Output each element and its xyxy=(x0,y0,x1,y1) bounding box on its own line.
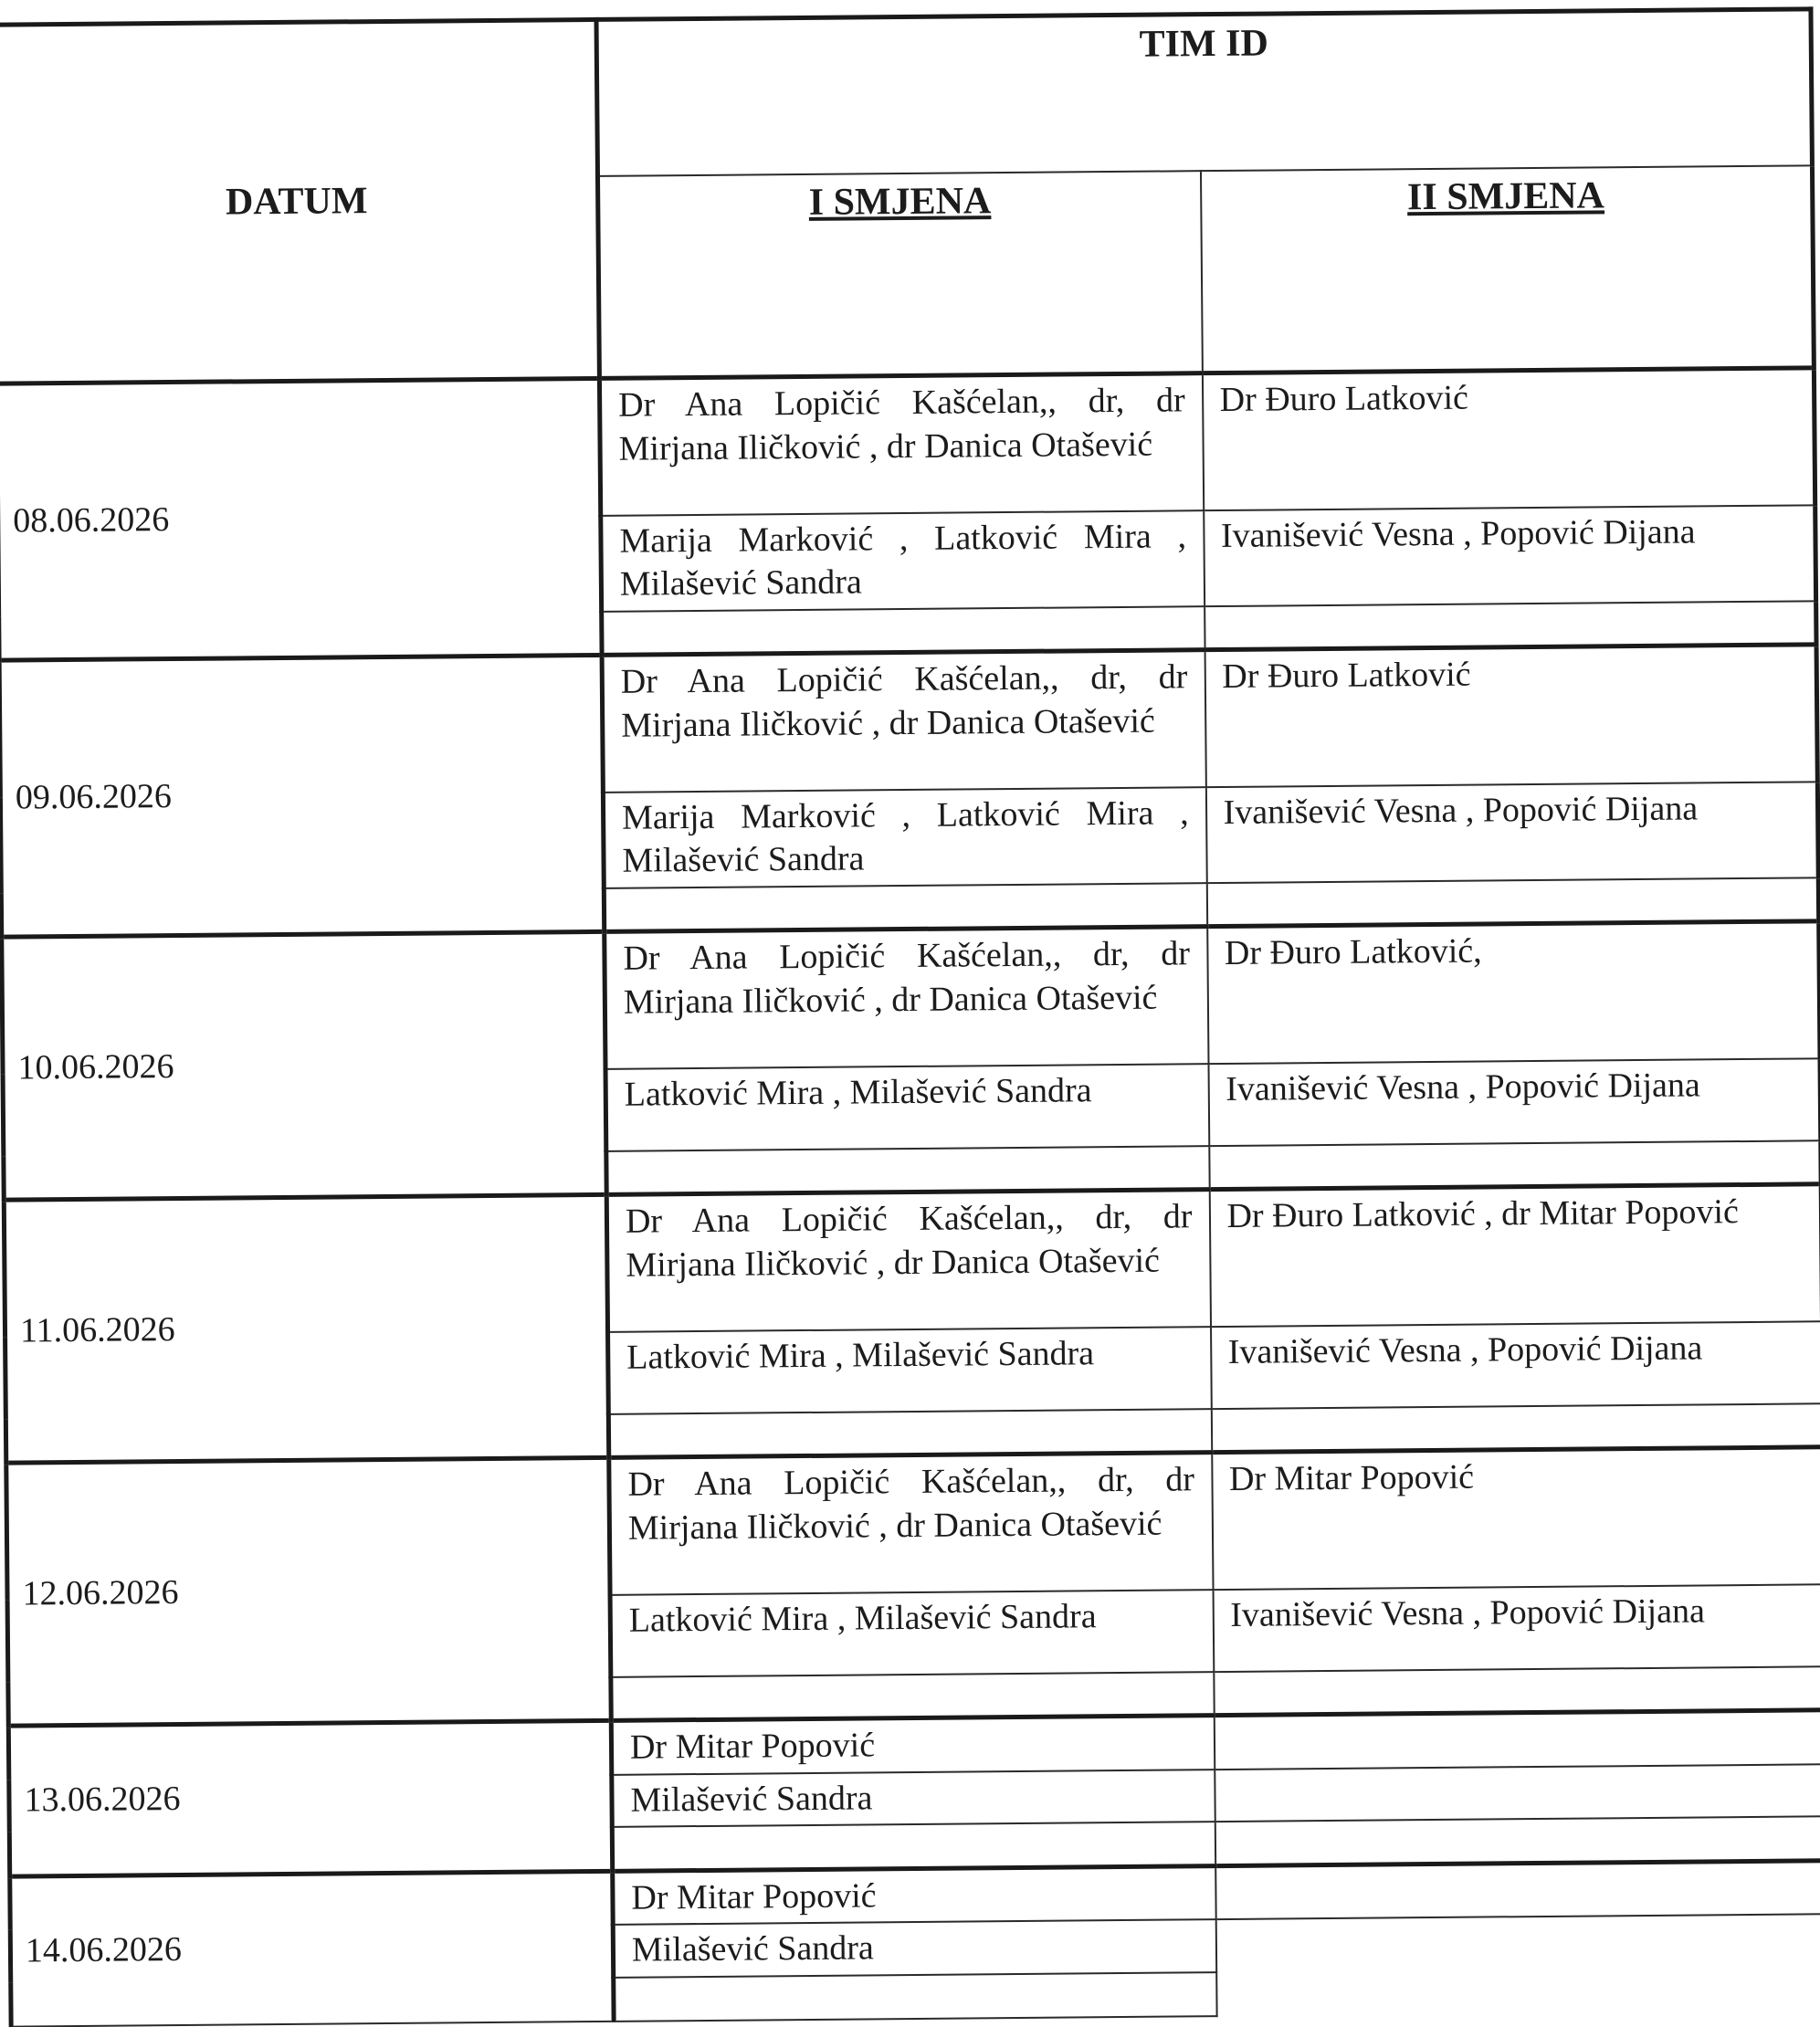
shift-2-nurses: Ivanišević Vesna , Popović Dijana xyxy=(1213,1584,1820,1672)
shift-2-doctors: Dr Đuro Latković xyxy=(1205,645,1817,787)
shift-1-empty xyxy=(602,606,1205,656)
shift-1-doctors: Dr Ana Lopičić Kašćelan,, dr, dr Mirjana Iličković , dr Danica Otašević xyxy=(609,1453,1213,1595)
shift-2-empty xyxy=(1209,1140,1820,1190)
shift-2-nurses: Ivanišević Vesna , Popović Dijana xyxy=(1211,1321,1820,1409)
shift-1-nurses: Latković Mira , Milašević Sandra xyxy=(610,1590,1214,1677)
shift-1-nurses: Latković Mira , Milašević Sandra xyxy=(605,1064,1209,1151)
shift-1-doctors: Dr Mitar Popović xyxy=(613,1865,1215,1925)
day-row-doctors xyxy=(2,921,1820,1074)
shift-2-doctors: Dr Mitar Popović xyxy=(1212,1447,1820,1590)
shift-1-doctors: Dr Ana Lopičić Kašćelan,, dr, dr Mirjana Iličković , dr Danica Otašević xyxy=(602,650,1205,793)
date-cell: 09.06.2026 xyxy=(0,655,605,937)
shift-2-doctors: Dr Đuro Latković xyxy=(1202,368,1815,510)
date-cell: 08.06.2026 xyxy=(0,378,602,660)
shift-1-header xyxy=(597,171,1202,378)
shift-2-nurses xyxy=(1215,1764,1820,1822)
day-row-doctors xyxy=(0,368,1815,520)
shift-2-nurses: Ivanišević Vesna , Popović Dijana xyxy=(1204,505,1816,606)
date-cell: 10.06.2026 xyxy=(2,931,606,1200)
day-row-doctors xyxy=(6,1447,1820,1600)
shift-1-doctors: Dr Ana Lopičić Kašćelan,, dr, dr Mirjana Iličković , dr Danica Otašević xyxy=(606,1190,1210,1332)
shift-1-nurses: Marija Marković , Latković Mira , Milašević Sandra xyxy=(603,787,1206,888)
header-row-top xyxy=(0,9,1812,182)
shift-1-empty xyxy=(606,1146,1209,1195)
shift-1-doctors: Dr Ana Lopičić Kašćelan,, dr, dr Mirjana Iličković , dr Danica Otašević xyxy=(605,927,1208,1069)
shift-2-doctors: Dr Đuro Latković, xyxy=(1207,921,1820,1064)
shift-2-header xyxy=(1200,165,1814,373)
shift-2-empty xyxy=(1211,1403,1820,1453)
shift-2-empty xyxy=(1205,601,1816,650)
shift-schedule-table xyxy=(0,6,1820,2027)
shift-2-label: II SMJENA xyxy=(1406,174,1605,219)
date-cell: 12.06.2026 xyxy=(6,1457,611,1726)
shift-1-empty xyxy=(612,1822,1215,1871)
shift-2-nurses: Ivanišević Vesna , Popović Dijana xyxy=(1208,1058,1820,1146)
shift-1-nurses: Marija Marković , Latković Mira , Milašević Sandra xyxy=(601,510,1205,612)
shift-1-nurses: Milašević Sandra xyxy=(612,1770,1215,1827)
day-row-doctors xyxy=(0,645,1817,797)
shift-1-nurses: Milašević Sandra xyxy=(613,1919,1215,1977)
shift-2-empty xyxy=(1215,1816,1820,1865)
schedule-sheet xyxy=(0,6,1820,2017)
shift-2-empty xyxy=(1206,877,1818,927)
shift-1-empty xyxy=(611,1672,1214,1721)
shift-2-empty xyxy=(1216,1967,1820,2016)
shift-1-empty xyxy=(614,1972,1216,2022)
datum-header: DATUM xyxy=(0,19,599,383)
shift-2-doctors xyxy=(1215,1860,1820,1919)
day-row-doctors xyxy=(4,1184,1820,1337)
shift-1-empty xyxy=(608,1409,1211,1458)
date-cell: 13.06.2026 xyxy=(8,1720,612,1875)
shift-1-empty xyxy=(604,883,1206,932)
shift-1-doctors: Dr Mitar Popović xyxy=(611,1716,1214,1775)
date-cell: 11.06.2026 xyxy=(4,1194,608,1463)
shift-2-nurses: Ivanišević Vesna , Popović Dijana xyxy=(1205,782,1818,883)
shift-2-nurses xyxy=(1215,1914,1820,1971)
shift-1-label: I SMJENA xyxy=(808,180,992,224)
shift-2-doctors xyxy=(1214,1710,1820,1770)
shift-1-nurses: Latković Mira , Milašević Sandra xyxy=(608,1327,1212,1414)
tim-id-header: TIM ID xyxy=(596,9,1812,176)
date-cell: 14.06.2026 xyxy=(10,1871,614,2026)
shift-2-doctors: Dr Đuro Latković , dr Mitar Popović xyxy=(1209,1184,1820,1327)
shift-1-doctors: Dr Ana Lopičić Kašćelan,, dr, dr Mirjana Iličković , dr Danica Otašević xyxy=(599,373,1203,516)
shift-2-empty xyxy=(1214,1666,1820,1716)
